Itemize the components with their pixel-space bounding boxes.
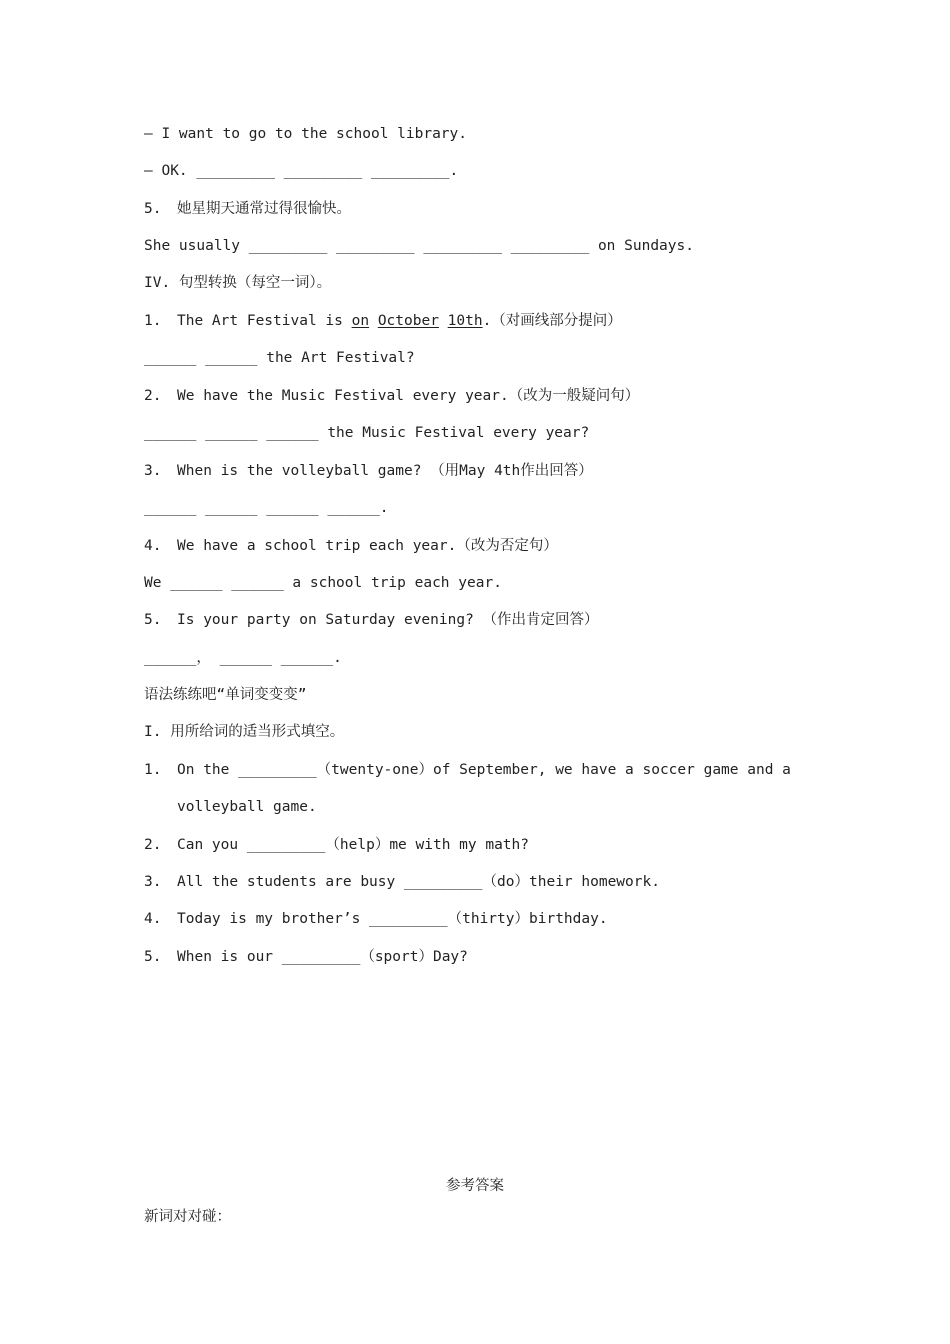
transform-item-4: 4. We have a school trip each year.（改为否定句） — [144, 538, 558, 554]
answers-first-section: 新词对对碰： — [144, 1209, 231, 1225]
item-number: 1. — [144, 313, 162, 329]
item-number: 1. — [144, 762, 162, 778]
grammar-item-4: 4. Today is my brother’s _________（thirty）birthday. — [144, 911, 608, 927]
transform-item-5: 5. Is your party on Saturday evening? （作出肯定回答） — [144, 612, 599, 628]
underlined-word: 10th — [447, 313, 483, 329]
grammar-heading: 语法练练吧“单词变变变” — [144, 687, 307, 703]
item-number: 5. — [144, 201, 162, 217]
answers-title: 参考答案 — [446, 1178, 504, 1194]
transform-item-2-answer: ______ ______ ______ the Music Festival every year? — [144, 425, 590, 441]
transform-item-1: 1. The Art Festival is on October 10th.（对画线部分提问） — [144, 313, 622, 329]
transform-item-2: 2. We have the Music Festival every year.（改为一般疑问句） — [144, 388, 640, 404]
dialog-line-2: — OK. _________ _________ _________. — [144, 163, 459, 179]
grammar-item-1-continuation: volleyball game. — [177, 799, 317, 815]
item-number: 4. — [144, 911, 162, 927]
grammar-item-5: 5. When is our _________（sport）Day? — [144, 949, 468, 965]
item-number: 2. — [144, 837, 162, 853]
transform-item-1-answer: ______ ______ the Art Festival? — [144, 350, 415, 366]
item-number: 2. — [144, 388, 162, 404]
item-number: 3. — [144, 463, 162, 479]
transform-item-3: 3. When is the volleyball game? （用May 4th作出回答） — [144, 463, 593, 479]
grammar-item-2: 2. Can you _________（help）me with my math? — [144, 837, 530, 853]
item-prompt: 她星期天通常过得很愉快。 — [177, 201, 351, 217]
underlined-word: on — [351, 313, 370, 329]
translation-item-5 — [144, 199, 351, 219]
grammar-item-3: 3. All the students are busy _________（do）their homework. — [144, 874, 660, 890]
underlined-word: October — [377, 313, 439, 329]
transform-item-4-answer: We ______ ______ a school trip each year. — [144, 575, 502, 591]
grammar-item-1: 1. On the _________（twenty-one）of September, we have a soccer game and a — [144, 762, 791, 778]
grammar-subheading: I. 用所给词的适当形式填空。 — [144, 724, 345, 740]
item-number: 5. — [144, 949, 162, 965]
section-4-heading: IV. 句型转换（每空一词）。 — [144, 275, 332, 291]
item-number: 3. — [144, 874, 162, 890]
transform-item-5-answer: ______， ______ ______. — [144, 650, 342, 666]
item-number: 5. — [144, 612, 162, 628]
transform-item-3-answer: ______ ______ ______ ______. — [144, 500, 389, 516]
dialog-line-1: — I want to go to the school library. — [144, 126, 468, 142]
item-number: 4. — [144, 538, 162, 554]
translation-item-5-answer: She usually _________ _________ _________ _________ on Sundays. — [144, 238, 694, 254]
